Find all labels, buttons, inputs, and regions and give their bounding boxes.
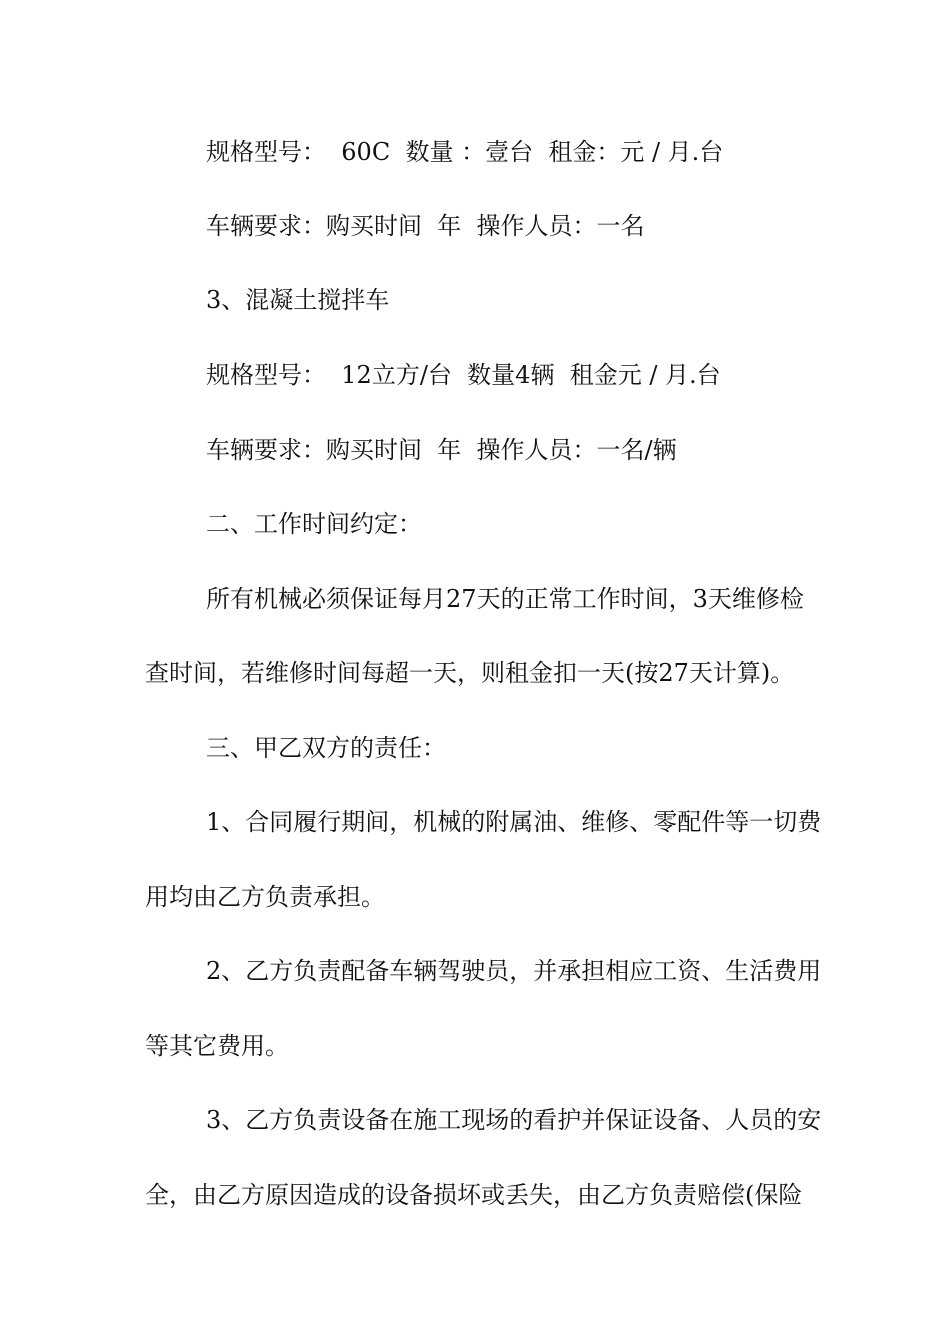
- spec-line-mixer: 规格型号： 12立方/台 数量4辆 租金元 / 月.台: [145, 361, 721, 389]
- section-heading-mixer-truck: 3、混凝土搅拌车: [145, 286, 390, 314]
- section-heading-working-time: 二、工作时间约定：: [145, 510, 423, 538]
- clause-2-line-2: 等其它费用。: [145, 1032, 289, 1060]
- vehicle-requirement-line-1: 车辆要求：购买时间 年 操作人员：一名: [145, 212, 645, 240]
- clause-3-line-1: 3、乙方负责设备在施工现场的看护并保证设备、人员的安: [145, 1106, 822, 1134]
- spec-line-60c: 规格型号： 60C 数量 ：壹台 租金：元 / 月.台: [145, 138, 724, 166]
- vehicle-requirement-line-2: 车辆要求：购买时间 年 操作人员：一名/辆: [145, 436, 677, 464]
- clause-2-line-1: 2、乙方负责配备车辆驾驶员，并承担相应工资、生活费用: [145, 957, 822, 985]
- paragraph-working-time-line-1: 所有机械必须保证每月27天的正常工作时间，3天维修检: [145, 585, 804, 613]
- paragraph-working-time-line-2: 查时间，若维修时间每超一天，则租金扣一天(按27天计算)。: [145, 659, 795, 687]
- clause-3-line-2: 全，由乙方原因造成的设备损坏或丢失，由乙方负责赔偿(保险: [145, 1181, 803, 1209]
- clause-1-line-2: 用均由乙方负责承担。: [145, 883, 385, 911]
- section-heading-responsibilities: 三、甲乙双方的责任：: [145, 734, 447, 762]
- clause-1-line-1: 1、合同履行期间，机械的附属油、维修、零配件等一切费: [145, 808, 822, 836]
